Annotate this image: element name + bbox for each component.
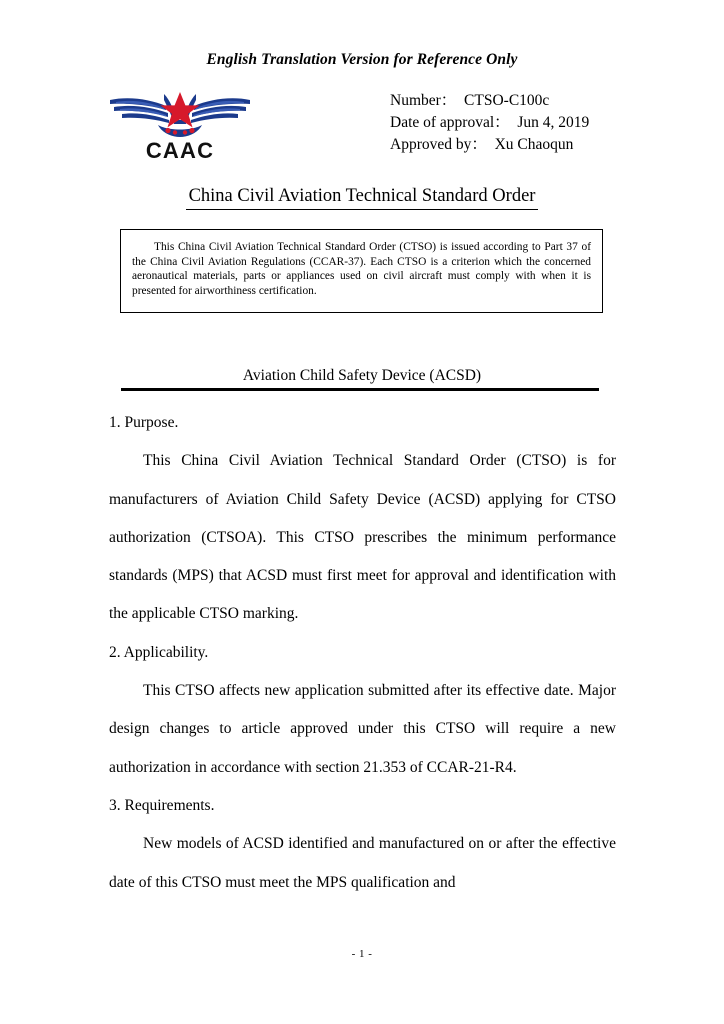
section-heading-purpose: 1. Purpose. bbox=[109, 414, 179, 431]
page-title bbox=[0, 186, 724, 210]
ctso-notice-box bbox=[120, 229, 603, 313]
meta-number: Number： CTSO-C100c bbox=[390, 92, 550, 109]
page-title-text: China Civil Aviation Technical Standard Order bbox=[186, 186, 539, 210]
section-heading-requirements: 3. Requirements. bbox=[109, 796, 215, 814]
english-translation-notice: English Translation Version for Reference Only bbox=[206, 51, 518, 68]
subtitle-divider bbox=[121, 388, 599, 391]
page-number-footer: - 1 - bbox=[351, 948, 373, 960]
meta-approver: Approved by： Xu Chaoqun bbox=[390, 136, 574, 154]
section-paragraph-requirements: New models of ACSD identified and manufactured on or after the effective date of this CTSO must meet the MPS qualification and bbox=[109, 835, 616, 891]
section-heading-applicability: 2. Applicability. bbox=[109, 643, 209, 661]
section-paragraph-purpose: This China Civil Aviation Technical Standard Order (CTSO) is for manufacturers of Aviation Child Safety Device (ACSD) applying for CTSO authorization (CTSOA). This CTSO prescribes the minimum performance standards (MPS) that ACSD must first meet for approval and identification with the applicable CTSO marking. bbox=[109, 452, 616, 623]
section-paragraph-applicability: This CTSO affects new application submitted after its effective date. Major design changes to article approved under this CTSO will require a new authorization in accordance with section 21.353 of CCAR-21-R4. bbox=[109, 682, 616, 776]
caac-wordmark: CAAC bbox=[145, 138, 215, 163]
caac-winged-star-emblem bbox=[106, 86, 254, 142]
meta-date: Date of approval： Jun 4, 2019 bbox=[390, 114, 590, 132]
caac-logo bbox=[106, 86, 254, 164]
document-subtitle: Aviation Child Safety Device (ACSD) bbox=[242, 367, 482, 384]
document-meta bbox=[390, 90, 690, 157]
document-body bbox=[109, 404, 616, 902]
ctso-notice-text: This China Civil Aviation Technical Standard Order (CTSO) is issued according to Part 37 of the China Civil Aviation Regulations (CCAR-37). Each CTSO is a criterion which the concerned aeronautical materials, parts or appliances used on civil aircraft must comply with when it is presented for airworthiness certification. bbox=[132, 241, 591, 298]
